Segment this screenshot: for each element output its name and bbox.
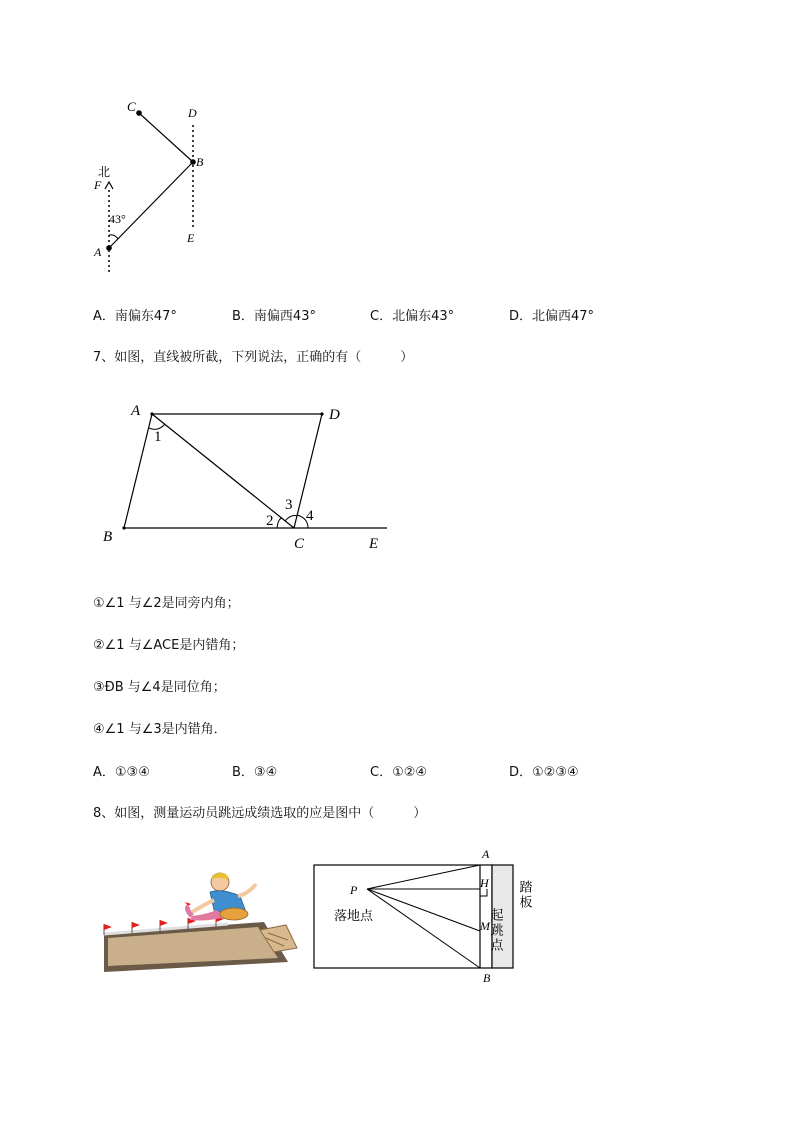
- q7-question: 7、如图，直线被所截，下列说法，正确的有（ ）: [93, 350, 414, 365]
- label-c: C: [127, 99, 136, 114]
- label-e: E: [369, 536, 379, 552]
- point-d-dot: [320, 412, 323, 415]
- q6-option-d[interactable]: D．北偏西47°: [509, 309, 595, 324]
- q6-option-b[interactable]: B．南偏西43°: [232, 309, 316, 324]
- q7-statement-4: ④∠1 与∠3是内错角．: [93, 722, 227, 737]
- label-1: 1: [154, 429, 162, 445]
- label-angle-43: 43°: [109, 212, 126, 226]
- label-p: P: [350, 883, 358, 897]
- segment-ab: [109, 162, 193, 248]
- point-c-dot: [136, 110, 142, 116]
- label-b: B: [483, 971, 491, 985]
- compass-figure: [85, 95, 225, 280]
- q8-question: 8、如图，测量运动员跳远成绩选取的应是图中（ ）: [93, 806, 427, 821]
- segment-cb: [139, 113, 193, 162]
- right-angle-mark: [480, 889, 487, 896]
- point-a-dot: [106, 245, 112, 251]
- q7-statement-1: ①∠1 与∠2是同旁内角；: [93, 596, 240, 611]
- q7-option-a[interactable]: A．①③④: [93, 765, 150, 780]
- line-ac: [152, 414, 294, 528]
- line-ab: [124, 414, 152, 528]
- label-a: A: [482, 847, 490, 861]
- label-h: H: [480, 876, 489, 890]
- label-board: 踏板: [516, 880, 532, 910]
- label-m: M: [480, 919, 490, 933]
- measurement-diagram: [305, 843, 545, 988]
- label-north: 北: [98, 165, 111, 179]
- label-d: D: [188, 106, 197, 120]
- point-b-dot: [190, 159, 196, 165]
- q6-option-c[interactable]: C．北偏东43°: [370, 309, 455, 324]
- label-a: A: [131, 403, 141, 419]
- label-b: B: [196, 155, 204, 169]
- long-jump-illustration: [98, 868, 298, 976]
- jumper-figure: [185, 873, 256, 921]
- point-a-dot: [150, 412, 153, 415]
- label-d: D: [329, 407, 340, 423]
- angle-arc: [109, 235, 118, 239]
- label-c: C: [294, 536, 305, 552]
- q6-option-a[interactable]: A．南偏东47°: [93, 309, 177, 324]
- label-takeoff-point: 起跳点: [487, 908, 503, 953]
- label-2: 2: [266, 513, 274, 529]
- label-a: A: [94, 245, 102, 259]
- segment-pa: [367, 865, 480, 889]
- label-e: E: [187, 231, 195, 245]
- segment-pb: [367, 889, 480, 968]
- label-f: F: [94, 178, 102, 192]
- label-b: B: [103, 529, 113, 545]
- q7-statement-3: ③ÐB 与∠4是同位角；: [93, 680, 226, 695]
- parallelogram-figure: [95, 395, 395, 560]
- q7-option-c[interactable]: C．①②④: [370, 765, 428, 780]
- point-b-dot: [122, 526, 125, 529]
- q7-option-b[interactable]: B．③④: [232, 765, 278, 780]
- label-landing-point: 落地点: [334, 909, 374, 924]
- north-arrow-icon: [105, 182, 113, 189]
- angle-2-arc: [277, 518, 282, 528]
- q7-statement-2: ②∠1 与∠ACE是内错角；: [93, 638, 245, 653]
- q7-option-d[interactable]: D．①②③④: [509, 765, 579, 780]
- angle-3-arc: [285, 516, 297, 521]
- label-3: 3: [285, 497, 293, 513]
- label-4: 4: [306, 508, 314, 524]
- segment-pm: [367, 889, 480, 931]
